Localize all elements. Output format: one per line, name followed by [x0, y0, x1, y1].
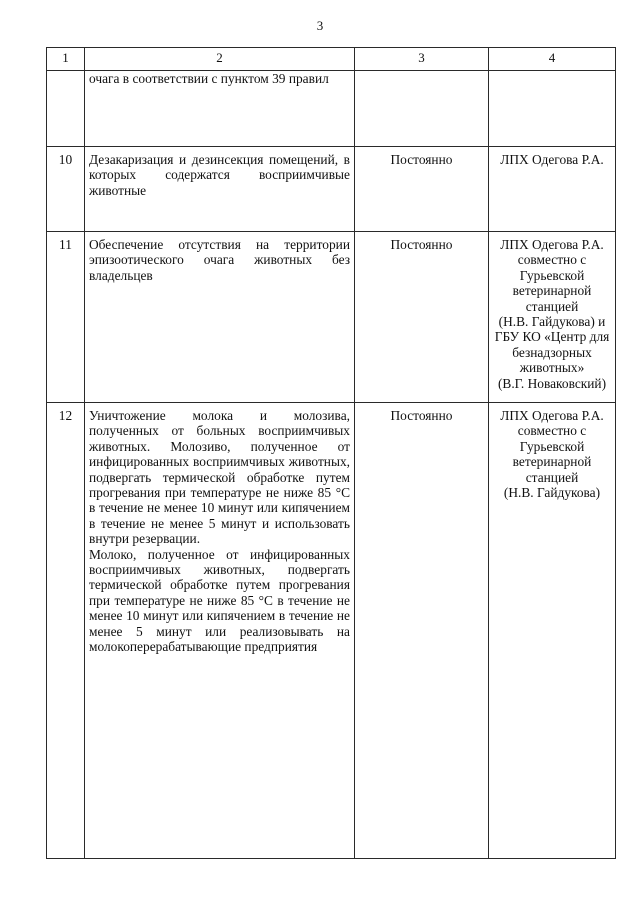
table-row-continuation — [47, 71, 616, 147]
measures-table — [46, 47, 616, 859]
column-header: 4 — [489, 48, 616, 71]
responsible-line: (Н.В. Гайдукова) — [503, 485, 601, 501]
responsible-line: ЛПХ Одегова Р.А. — [500, 152, 604, 167]
row-responsible — [489, 403, 616, 859]
row-responsible — [489, 232, 616, 403]
column-header: 2 — [85, 48, 355, 71]
row-number — [47, 71, 85, 147]
row-number: 11 — [47, 232, 85, 403]
responsible-line: ветеринарной станцией — [512, 283, 592, 314]
row-number: 12 — [47, 403, 85, 859]
description-paragraph: Уничтожение молока и молозива, полученных от больных восприимчивых животных. Молозиво, полученное от инфицированных восприимчивых животных, подвергать термической обработке путем прогревания при температуре не ниже 85 °С в течение не менее 10 минут или кипячением в течение не менее 5 минут и использовать внутри резервации. — [89, 408, 350, 547]
row-description: Дезакаризация и дезинсекция помещений, в которых содержатся восприимчивые животные — [85, 147, 355, 232]
row-description: Обеспечение отсутствия на территории эпизоотического очага животных без владельцев — [85, 232, 355, 403]
row-number: 10 — [47, 147, 85, 232]
row-term: Постоянно — [355, 147, 489, 232]
responsible-line: совместно с — [517, 252, 587, 268]
row-term: Постоянно — [355, 232, 489, 403]
column-header: 1 — [47, 48, 85, 71]
responsible-line: животных» — [519, 360, 585, 376]
responsible-line: ГБУ КО «Центр для — [494, 329, 610, 345]
row-responsible — [489, 147, 616, 232]
row-term — [355, 71, 489, 147]
table-header-row — [47, 48, 616, 71]
row-term: Постоянно — [355, 403, 489, 859]
responsible-line: Гурьевской — [519, 438, 585, 454]
responsible-line: ЛПХ Одегова Р.А. — [500, 408, 604, 423]
page-number: 3 — [316, 18, 324, 33]
row-description: очага в соответствии с пунктом 39 правил — [85, 71, 355, 147]
responsible-line: совместно с — [517, 423, 587, 439]
responsible-line: ЛПХ Одегова Р.А. — [500, 237, 604, 252]
row-responsible — [489, 71, 616, 147]
responsible-line: Гурьевской — [519, 267, 585, 283]
responsible-line: безнадзорных — [512, 344, 592, 360]
responsible-line: ветеринарной станцией — [512, 454, 592, 485]
table-row — [47, 403, 616, 859]
column-header: 3 — [355, 48, 489, 71]
table-row — [47, 232, 616, 403]
responsible-line: (В.Г. Новаковский) — [497, 375, 607, 391]
table-row — [47, 147, 616, 232]
responsible-line: (Н.В. Гайдукова) и — [498, 314, 606, 330]
row-description — [85, 403, 355, 859]
description-paragraph: Молоко, полученное от инфицированных восприимчивых животных, подвергать термической обработке путем прогревания при температуре не ниже 85 °С в течение не менее 10 минут или кипячением в течение не менее 5 минут или реализовывать на молокоперерабатывающие предприятия — [89, 546, 350, 655]
